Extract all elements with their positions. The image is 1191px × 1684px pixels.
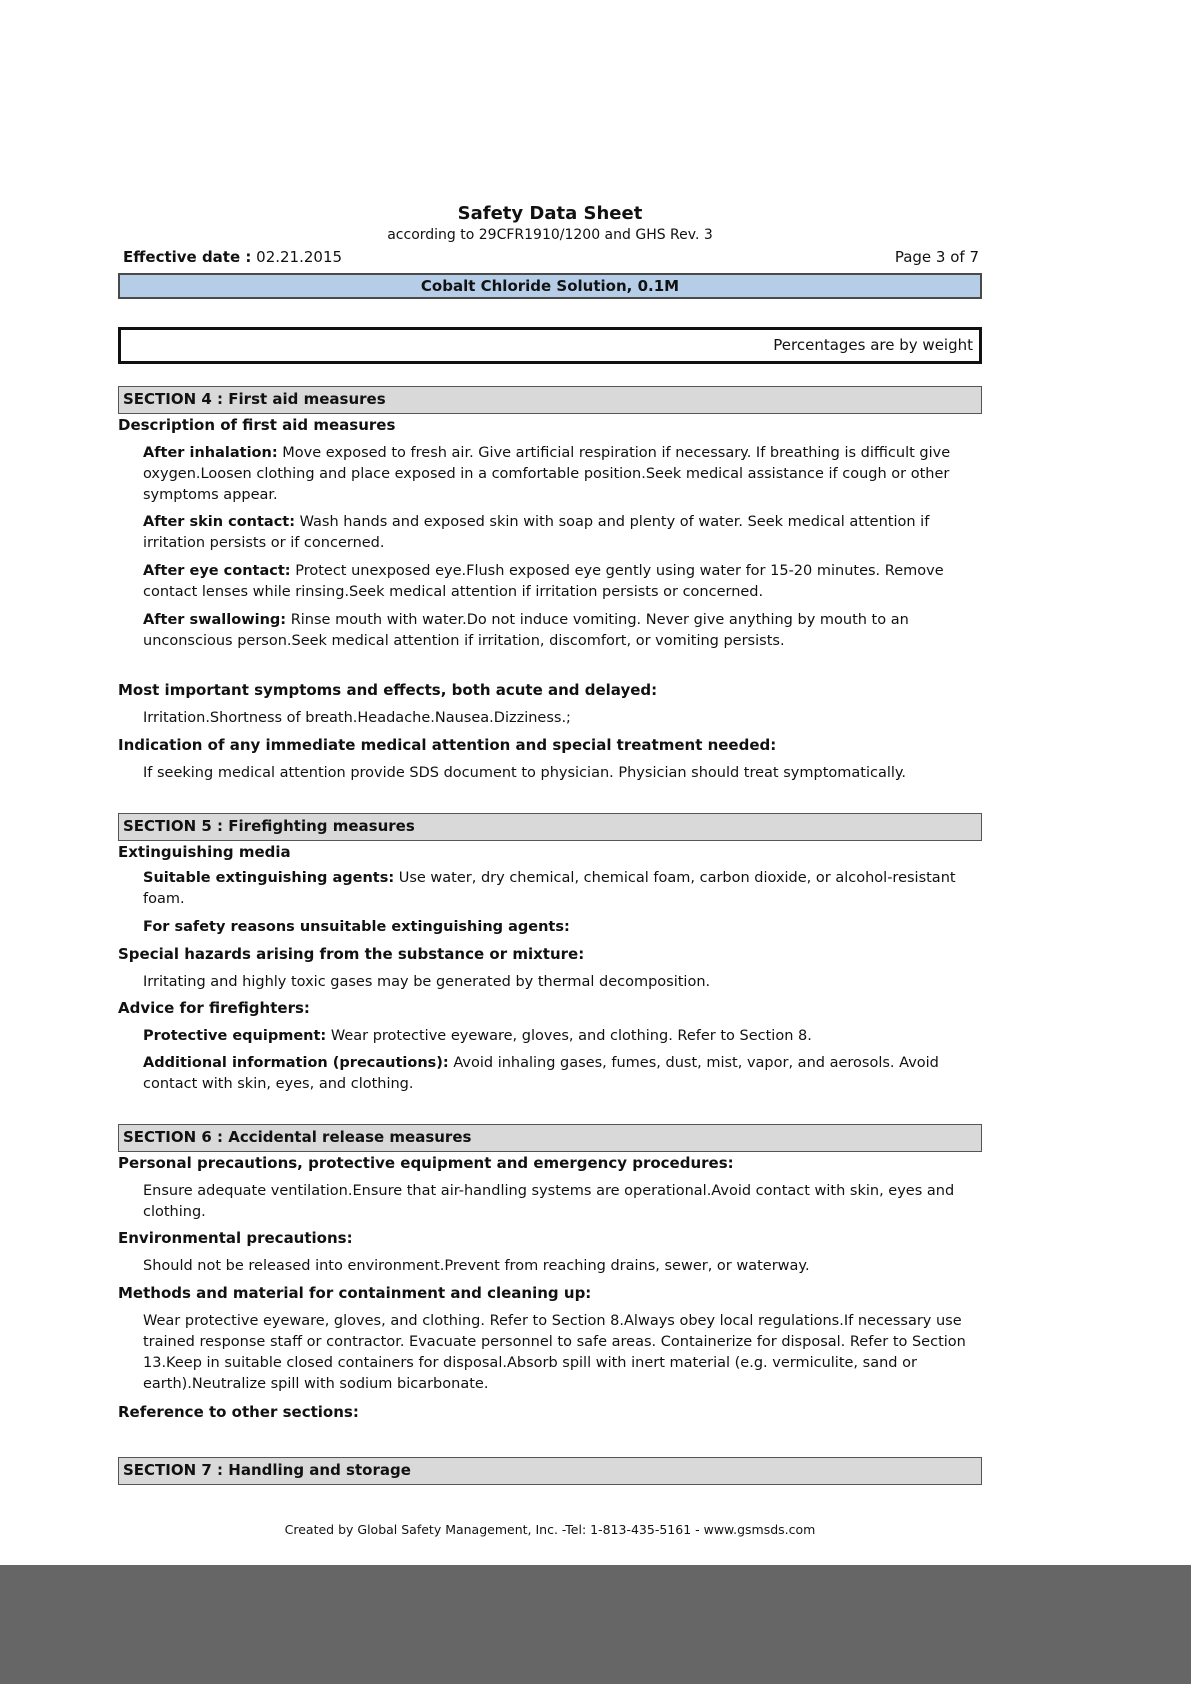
product-name-bar: Cobalt Chloride Solution, 0.1M: [118, 273, 982, 299]
special-hazards-heading: Special hazards arising from the substance or mixture:: [118, 945, 585, 963]
label: After skin contact:: [143, 514, 296, 530]
containment-methods-text: Wear protective eyeware, gloves, and clothing. Refer to Section 8.Always obey local regulations.If necessary use trained response staff or contractor. Evacuate personnel to safe areas. Containerize for disposal. Refer to Section 13.Keep in suitable closed containers for disposal.Absorb spill with inert material (e.g. vermiculite, sand or earth).Neutralize spill with sodium bicarbonate.: [143, 1313, 966, 1392]
label: Protective equipment:: [143, 1028, 327, 1044]
indication-text: If seeking medical attention provide SDS document to physician. Physician should treat symptomatically.: [143, 765, 907, 781]
suitable-agents: [143, 868, 981, 910]
text: Wash hands and exposed skin with soap and plenty of water. Seek medical attention if irritation persists or if concerned.: [143, 514, 930, 551]
protective-equipment: [143, 1026, 981, 1047]
advice-heading: Advice for firefighters:: [118, 999, 310, 1017]
document-title: Safety Data Sheet: [457, 203, 643, 224]
text: Rinse mouth with water.Do not induce vomiting. Never give anything by mouth to an unconscious person.Seek medical attention if irritation, discomfort, or vomiting persists.: [143, 612, 909, 649]
after-eye-contact: [143, 561, 981, 603]
personal-precautions-text: Ensure adequate ventilation.Ensure that air-handling systems are operational.Avoid contact with skin, eyes and clothing.: [143, 1183, 955, 1220]
label: For safety reasons unsuitable extinguishing agents:: [143, 919, 570, 935]
symptoms-text: Irritation.Shortness of breath.Headache.Nausea.Dizziness.;: [143, 710, 571, 726]
additional-information: [143, 1053, 981, 1095]
text: Move exposed to fresh air. Give artificial respiration if necessary. If breathing is difficult give oxygen.Loosen clothing and place exposed in a comfortable position.Seek medical assistance if cough or other symptoms appear.: [143, 445, 951, 503]
document-subtitle: according to 29CFR1910/1200 and GHS Rev. 3: [387, 227, 713, 243]
effective-date-value: 02.21.2015: [256, 248, 343, 266]
text: Use water, dry chemical, chemical foam, carbon dioxide, or alcohol-resistant foam.: [143, 870, 956, 907]
label: Additional information (precautions):: [143, 1055, 449, 1071]
environmental-precautions-heading: Environmental precautions:: [118, 1229, 353, 1247]
section-4-header: SECTION 4 : First aid measures: [118, 386, 982, 414]
viewer-bottom-bar: [0, 1565, 1191, 1684]
environmental-precautions-text: Should not be released into environment.Prevent from reaching drains, sewer, or waterway.: [143, 1258, 810, 1274]
label: Suitable extinguishing agents:: [143, 870, 395, 886]
personal-precautions-heading: Personal precautions, protective equipment and emergency procedures:: [118, 1154, 734, 1172]
symptoms-heading: Most important symptoms and effects, both acute and delayed:: [118, 681, 658, 699]
section-5-header: SECTION 5 : Firefighting measures: [118, 813, 982, 841]
label: After swallowing:: [143, 612, 287, 628]
label: After eye contact:: [143, 563, 291, 579]
effective-date-label: Effective date :: [123, 248, 252, 266]
section-7-header: SECTION 7 : Handling and storage: [118, 1457, 982, 1485]
containment-methods-heading: Methods and material for containment and cleaning up:: [118, 1284, 592, 1302]
section-6-header: SECTION 6 : Accidental release measures: [118, 1124, 982, 1152]
first-aid-heading: Description of first aid measures: [118, 416, 396, 434]
text: Avoid inhaling gases, fumes, dust, mist, vapor, and aerosols. Avoid contact with skin, eyes, and clothing.: [143, 1055, 939, 1092]
extinguishing-media-heading: Extinguishing media: [118, 843, 291, 861]
effective-date: [123, 248, 342, 266]
special-hazards-text: Irritating and highly toxic gases may be generated by thermal decomposition.: [143, 974, 711, 990]
after-inhalation: [143, 443, 981, 506]
after-swallowing: [143, 610, 981, 652]
percentage-note-box: [118, 327, 982, 364]
label: After inhalation:: [143, 445, 278, 461]
text: Wear protective eyeware, gloves, and clothing. Refer to Section 8.: [330, 1028, 812, 1044]
unsuitable-agents: [143, 917, 981, 938]
percentage-note: Percentages are by weight: [773, 336, 973, 354]
text: Protect unexposed eye.Flush exposed eye gently using water for 15-20 minutes. Remove contact lenses while rinsing.Seek medical attention if irritation persists or concerned.: [143, 563, 944, 600]
page-number: Page 3 of 7: [894, 248, 979, 266]
after-skin-contact: [143, 512, 981, 554]
indication-heading: Indication of any immediate medical attention and special treatment needed:: [118, 736, 777, 754]
page-footer: Created by Global Safety Management, Inc. -Tel: 1-813-435-5161 - www.gsmsds.com: [284, 1522, 816, 1537]
reference-heading: Reference to other sections:: [118, 1403, 359, 1421]
